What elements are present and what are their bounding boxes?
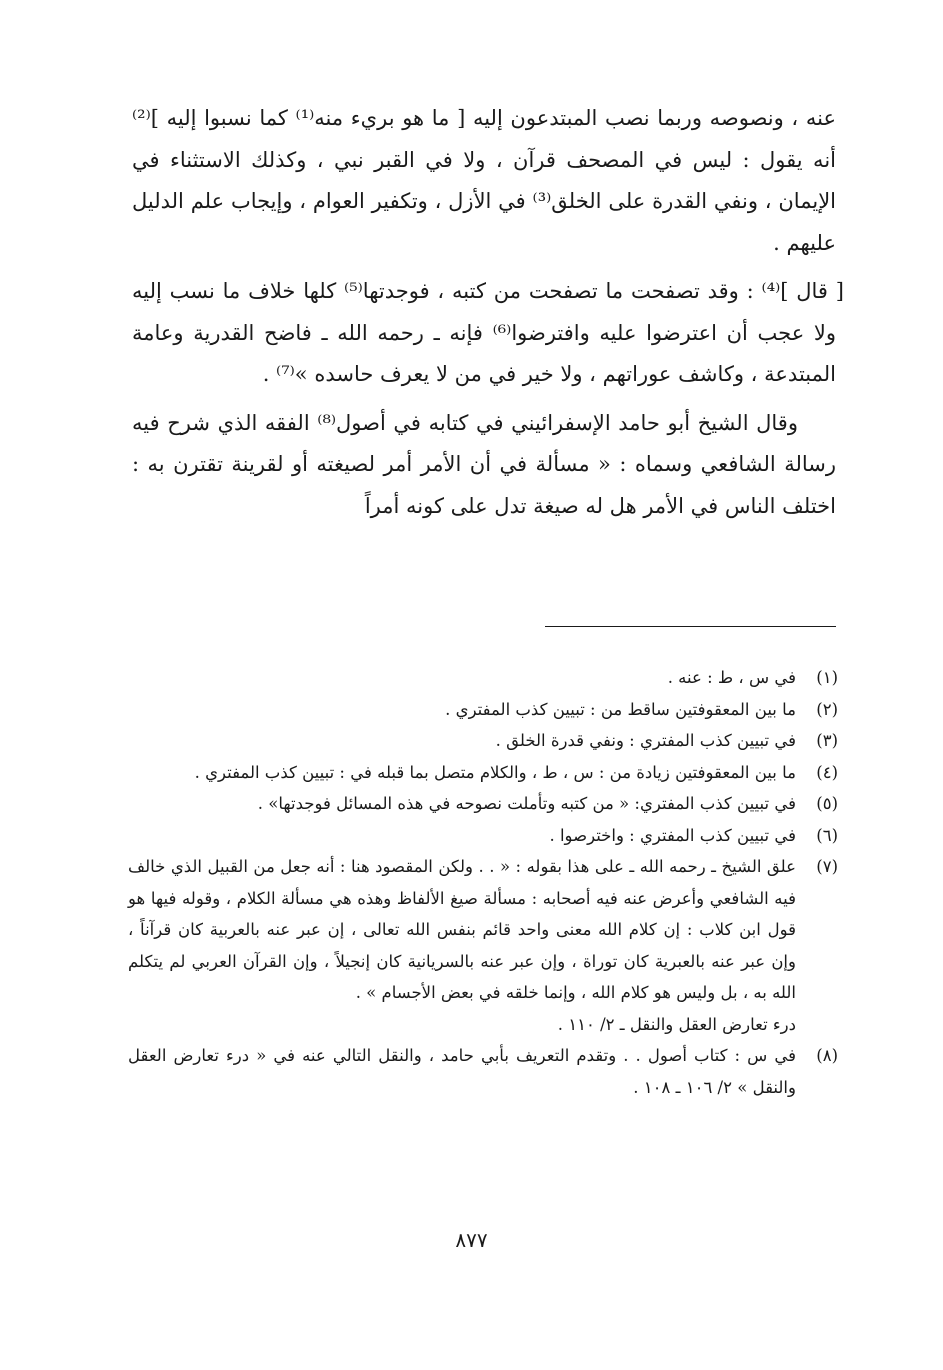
footnote	[128, 757, 838, 789]
footnote-text	[128, 694, 796, 726]
footnote	[128, 662, 838, 694]
footnote-line: ما بين المعقوفتين زيادة من : س ، ط ، والكلام متصل بما قبله في : تبيين كذب المفتري .	[194, 762, 796, 782]
footnote	[128, 1040, 838, 1103]
footnote	[128, 788, 838, 820]
footnote-text	[128, 725, 796, 757]
footnote-line: في تبيين كذب المفتري : واخترصوا .	[549, 825, 796, 845]
footnote-number: (٦)	[816, 825, 838, 845]
footnote	[128, 851, 838, 1040]
footnote-line: في س : كتاب أصول . . وتقدم التعريف بأبي حامد ، والنقل التالي عنه في « درء تعارض العقل والنقل » ٢/ ١٠٦ ـ ١٠٨ .	[128, 1046, 796, 1097]
footnote-text	[128, 662, 796, 694]
footnote-line: في تبيين كذب المفتري: « من كتبه وتأملت نصوحه في هذه المسائل فوجدتها» .	[257, 794, 796, 813]
footnote-number: (٧)	[816, 857, 838, 876]
footnote-number: (٤)	[816, 762, 838, 782]
footnote-separator	[545, 626, 836, 627]
footnote-line: في س ، ط : عنه .	[667, 668, 796, 687]
footnote-line: ما بين المعقوفتين ساقط من : تبيين كذب المفتري .	[445, 699, 796, 719]
paragraph: وقال الشيخ أبو حامد الإسفرائيني في كتابه في أصول⁽⁸⁾ الفقه الذي شرح فيه رسالة الشافعي وسماه : « مسألة في أن الأمر أمر لصيغته أو لقرينة تقترن به : اختلف الناس في الأمر هل له صيغة تدل على كونه أمراً	[132, 410, 836, 518]
footnote-text	[128, 1040, 796, 1103]
footnote-line: علق الشيخ ـ رحمه الله ـ على هذا بقوله : « . . ولكن المقصود هنا : أنه جعل من القبيل الذي خالف فيه الشافعي وأعرض عنه فيه أصحابه : مسألة صيغ الألفاظ وهذه هي مسألة الكلام ، وقوله فيها هو قول ابن كلاب : إن كلام الله معنى واحد قائم بنفس الله تعالى ، إن عبر عنه بالعربية كان قرآناً ، وإن عبر عنه بالعبرية كان توراة ، وإن عبر عنه بالسريانية كان إنجيلاً ، وإن القرآن العربي لم يتكلم الله به ، بل وليس هو كلام الله ، وإنما خلقه في بعض الأجسام » .	[128, 857, 796, 1002]
footnote-reference: درء تعارض العقل والنقل ـ ٢/ ١١٠ .	[557, 1014, 796, 1034]
footnote	[128, 820, 838, 852]
footnote	[128, 725, 838, 757]
main-text	[132, 98, 844, 527]
footnote-number: (٥)	[816, 794, 838, 813]
footnote-line: في تبيين كذب المفتري : ونفي قدرة الخلق .	[495, 731, 796, 750]
footnote-text	[128, 851, 796, 1040]
footnote-number: (٨)	[816, 1046, 838, 1065]
footnote-number: (٣)	[816, 731, 838, 750]
paragraph: [ قال ]⁽⁴⁾ : وقد تصفحت ما تصفحت من كتبه ، فوجدتها⁽⁵⁾ كلها خلاف ما نسب إليه ولا عجب أن اعترضوا عليه وافترضوا⁽⁶⁾ فإنه ـ رحمه الله ـ فاضح القدرية وعامة المبتدعة ، وكاشف عوراتهم ، ولا خير في من لا يعرف حاسده »⁽⁷⁾ .	[132, 279, 844, 386]
footnote-text	[128, 820, 796, 852]
paragraph: عنه ، ونصوصه وربما نصب المبتدعون إليه [ ما هو بريء منه⁽¹⁾ كما نسبوا إليه ]⁽²⁾ أنه يقول : ليس في المصحف قرآن ، ولا في القبر نبي ، وكذلك الاستثناء في الإيمان ، ونفي القدرة على الخلق⁽³⁾ في الأزل ، وتكفير العوام ، وإيجاب علم الدليل عليهم .	[132, 106, 836, 255]
footnote	[128, 694, 838, 726]
footnote-text	[128, 788, 796, 820]
footnote-text	[128, 757, 796, 789]
page-number: ٨٧٧	[455, 1228, 488, 1252]
footnote-number: (٢)	[816, 699, 838, 719]
footnotes	[128, 662, 838, 1103]
footnote-number: (١)	[816, 668, 838, 687]
